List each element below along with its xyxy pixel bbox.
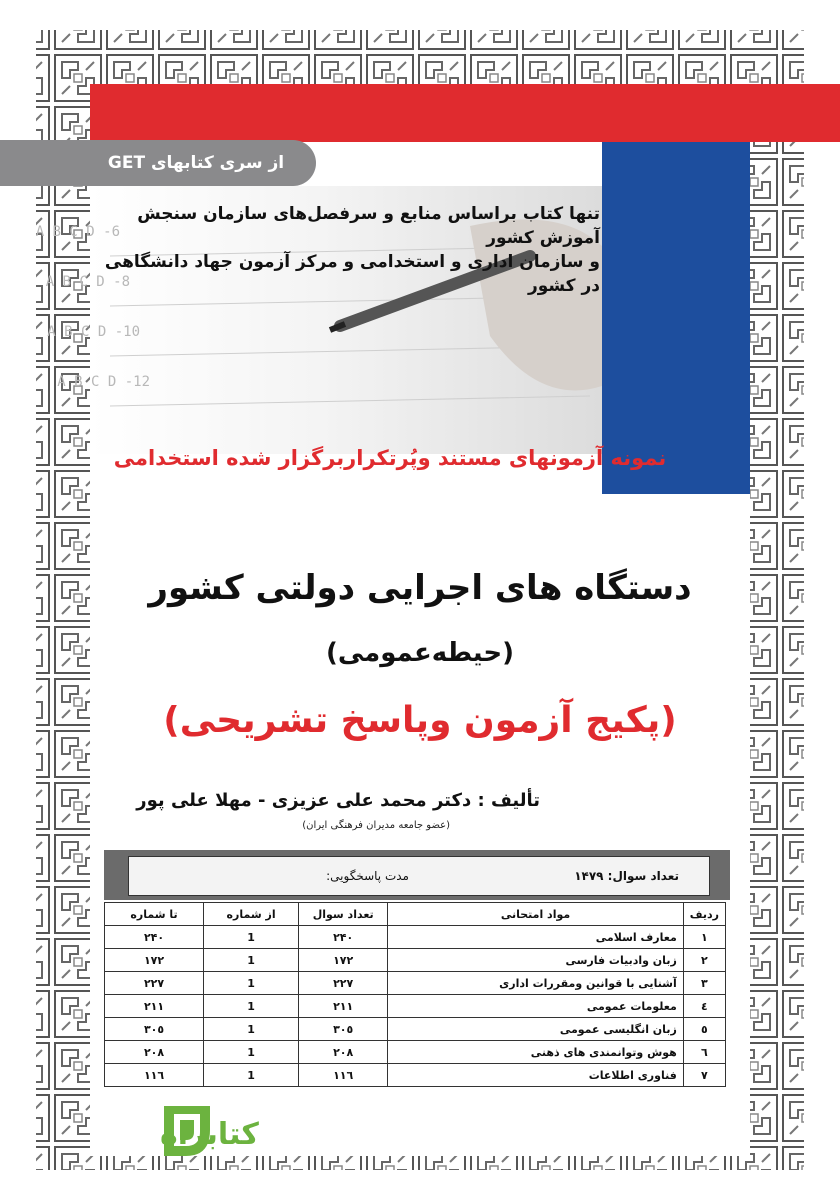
sheet-row: 12- A B C D [57, 374, 150, 390]
row-number: ۷ [683, 1064, 725, 1087]
question-count-cell: ۱۷۲ [299, 949, 388, 972]
table-row [105, 926, 726, 949]
header-question-count: تعداد سوال [299, 903, 388, 926]
book-subtitle: (حیطه‌عمومی) [325, 638, 515, 668]
package-title: (پکیج آزمون وپاسخ تشریحی) [163, 700, 677, 741]
table-row [105, 995, 726, 1018]
from-number-cell: 1 [204, 1064, 299, 1087]
subject-name: هوش وتوانمندی های ذهنی [388, 1041, 684, 1064]
from-number-cell: 1 [204, 1041, 299, 1064]
author-affiliation: (عضو جامعه مدیران فرهنگی ایران) [302, 820, 450, 831]
row-number: ٤ [683, 995, 725, 1018]
row-number: ۱ [683, 926, 725, 949]
tagline-line: و سازمان اداری و استخدامی و مرکز آزمون جهاد دانشگاهی در کشور [104, 252, 600, 296]
to-number-cell: ۲۱۱ [105, 995, 204, 1018]
exam-subjects-table [104, 902, 726, 1087]
tagline-line: تنها کتاب براساس منابع و سرفصل‌های سازمان سنجش آموزش کشور [137, 204, 600, 248]
subject-name: فناوری اطلاعات [388, 1064, 684, 1087]
book-title: دستگاه های اجرایی دولتی کشور [148, 568, 692, 608]
row-number: ٥ [683, 1018, 725, 1041]
info-box [128, 856, 710, 896]
table-row [105, 972, 726, 995]
row-number: ۲ [683, 949, 725, 972]
author-line: تألیف : دکتر محمد علی عزیزی - مهلا علی پور [136, 790, 540, 811]
red-header-band [90, 84, 840, 142]
subject-name: آشنایی با قوانین ومقررات اداری [388, 972, 684, 995]
exam-subtitle: نمونه آزمونهای مستند وپُرتکراربرگزار شده استخدامی [113, 446, 667, 470]
to-number-cell: ۳۰٥ [105, 1018, 204, 1041]
table-row [105, 1064, 726, 1087]
to-number-cell: ۲۰۸ [105, 1041, 204, 1064]
table-row [105, 1018, 726, 1041]
question-count-cell: ۳۰٥ [299, 1018, 388, 1041]
header-row-number: ردیف [683, 903, 725, 926]
to-number-cell: ۱۷۲ [105, 949, 204, 972]
table-row [105, 949, 726, 972]
from-number-cell: 1 [204, 949, 299, 972]
to-number-cell: ۱۱٦ [105, 1064, 204, 1087]
table-header-row [105, 903, 726, 926]
logo-text: کتابراه [160, 1117, 259, 1152]
sheet-row: 10- A B C D [47, 324, 140, 340]
sheet-row: 6- A B C D [35, 224, 120, 240]
question-count: تعداد سوال: ۱۴۷۹ [574, 869, 679, 883]
from-number-cell: 1 [204, 1018, 299, 1041]
sheet-row: 8- A B C D [45, 274, 130, 290]
subject-name: زبان انگلیسی عمومی [388, 1018, 684, 1041]
row-number: ٦ [683, 1041, 725, 1064]
row-number: ۳ [683, 972, 725, 995]
question-count-cell: ۲۱۱ [299, 995, 388, 1018]
blue-side-bar [602, 142, 750, 494]
series-tab-label: از سری کتابهای GET [107, 153, 285, 173]
table-row [105, 1041, 726, 1064]
subject-name: معارف اسلامی [388, 926, 684, 949]
header-subject: مواد امتحانی [388, 903, 684, 926]
answer-duration: مدت پاسخگویی: [326, 869, 409, 883]
question-count-cell: ۲۰۸ [299, 1041, 388, 1064]
ketabrah-logo [14, 1100, 259, 1160]
tagline [100, 202, 600, 298]
subject-name: زبان وادبیات فارسی [388, 949, 684, 972]
question-count-cell: ۲۴۰ [299, 926, 388, 949]
from-number-cell: 1 [204, 972, 299, 995]
to-number-cell: ۲۴۰ [105, 926, 204, 949]
header-from-number: از شماره [204, 903, 299, 926]
from-number-cell: 1 [204, 995, 299, 1018]
header-to-number: تا شماره [105, 903, 204, 926]
question-count-cell: ۲۲۷ [299, 972, 388, 995]
subject-name: معلومات عمومی [388, 995, 684, 1018]
to-number-cell: ۲۲۷ [105, 972, 204, 995]
from-number-cell: 1 [204, 926, 299, 949]
question-count-cell: ۱۱٦ [299, 1064, 388, 1087]
